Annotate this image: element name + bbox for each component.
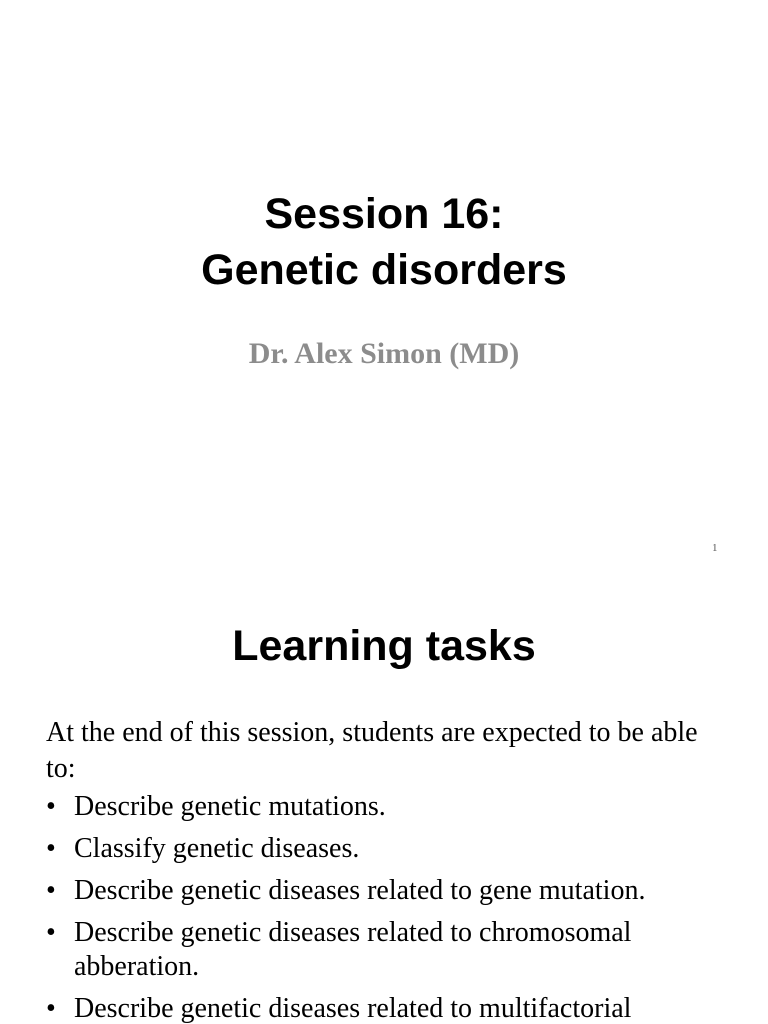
list-item	[46, 790, 726, 824]
list-item-text: Describe genetic diseases related to multifactorial	[74, 993, 632, 1024]
list-item-text: Describe genetic diseases related to chromosomal abberation.	[74, 917, 632, 982]
learning-tasks-list	[46, 790, 726, 1024]
slide-title-line-1: Session 16:	[264, 190, 504, 238]
list-item-text: Classify genetic diseases.	[74, 833, 360, 864]
bullet-icon: •	[46, 791, 56, 822]
list-item-text: Describe genetic diseases related to gene mutation.	[74, 875, 646, 906]
bullet-icon: •	[46, 917, 56, 948]
bullet-icon: •	[46, 833, 56, 864]
bullet-icon: •	[46, 875, 56, 906]
list-item	[46, 916, 726, 984]
learning-tasks-slide	[0, 576, 768, 1024]
list-item	[46, 992, 726, 1024]
list-item-text: Describe genetic mutations.	[74, 791, 386, 822]
bullet-icon: •	[46, 993, 56, 1024]
list-item	[46, 832, 726, 866]
slide-heading: Learning tasks	[232, 622, 536, 670]
page-number: 1	[712, 542, 718, 554]
slide-title-line-2: Genetic disorders	[201, 246, 567, 294]
author-name: Dr. Alex Simon (MD)	[248, 337, 520, 370]
intro-text: At the end of this session, students are expected to be able to:	[46, 717, 698, 784]
list-item	[46, 874, 726, 908]
